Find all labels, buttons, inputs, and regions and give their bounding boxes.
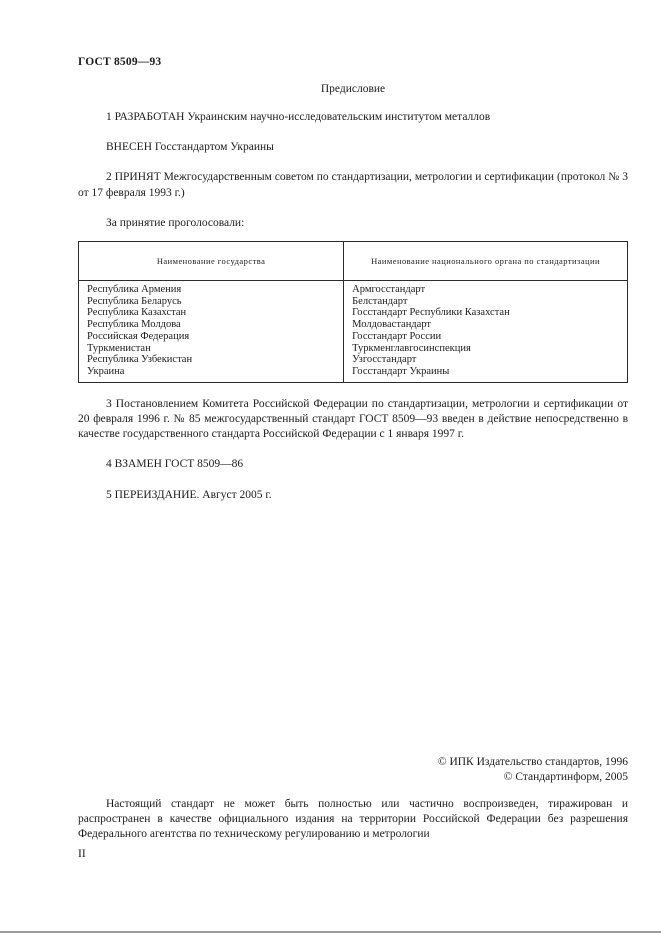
clause-3: 3 Постановлением Комитета Российской Федерации по стандартизации, метрологии и сертификации от 20 февраля 1996 г. № 85 межгосударственный стандарт ГОСТ 8509—93 введен в действие непосредственно в качестве государственного стандарта Российской Федерации с 1 января 1997 г. <box>78 397 628 441</box>
country-cell: Российская Федерация <box>79 331 344 343</box>
clause-2: 2 ПРИНЯТ Межгосударственным советом по стандартизации, метрологии и сертификации (протокол № 3 от 17 февраля 1993 г.) <box>78 171 628 199</box>
doc-number: ГОСТ 8509—93 <box>78 56 162 68</box>
country-cell: Украина <box>79 366 344 382</box>
table-row <box>79 319 628 331</box>
table-row <box>79 343 628 355</box>
table-row <box>79 354 628 366</box>
table-row <box>79 366 628 382</box>
copyright-line-1996: © ИПК Издательство стандартов, 1996 <box>437 755 628 768</box>
table-row <box>79 296 628 308</box>
votes-table <box>78 241 628 383</box>
country-cell: Республика Молдова <box>79 319 344 331</box>
org-cell: Армгосстандарт <box>352 283 426 295</box>
country-cell: Республика Армения <box>79 280 344 295</box>
table-row <box>79 280 628 295</box>
copyright-block <box>78 755 628 785</box>
clause-1: 1 РАЗРАБОТАН Украинским научно-исследовательским институтом металлов <box>106 111 491 123</box>
table-header-country: Наименование государства <box>79 241 344 280</box>
org-cell: Белстандарт <box>352 295 408 307</box>
page-edge-line <box>0 931 661 933</box>
clause-4: 4 ВЗАМЕН ГОСТ 8509—86 <box>106 458 244 471</box>
table-header-org: Наименование национального органа по стандартизации <box>344 241 628 280</box>
org-cell: Госстандарт России <box>352 330 442 342</box>
country-cell: Республика Узбекистан <box>79 354 344 366</box>
table-row <box>79 307 628 319</box>
org-cell: Узгосстандарт <box>352 354 417 366</box>
country-cell: Республика Беларусь <box>79 296 344 308</box>
clause-vnesen: ВНЕСЕН Госстандартом Украины <box>106 141 274 154</box>
org-cell: Госстандарт Украины <box>352 366 450 378</box>
copyright-line-2005: © Стандартинформ, 2005 <box>503 770 628 783</box>
clause-5: 5 ПЕРЕИЗДАНИЕ. Август 2005 г. <box>106 488 272 501</box>
table-row <box>79 331 628 343</box>
org-cell: Госстандарт Республики Казахстан <box>352 307 510 319</box>
vote-intro: За принятие проголосовали: <box>106 216 245 229</box>
table-header-row <box>79 241 628 280</box>
country-cell: Туркменистан <box>79 343 344 355</box>
org-cell: Туркменглавгосинспекция <box>352 342 471 354</box>
page-title: Предисловие <box>320 83 386 95</box>
reproduction-notice: Настоящий стандарт не может быть полностью или частично воспроизведен, тиражирован и распространен в качестве официального издания на территории Российской Федерации без разрешения Федерального агентства по техническому регулированию и метрологии <box>78 798 628 841</box>
org-cell: Молдовастандарт <box>352 319 432 331</box>
country-cell: Республика Казахстан <box>79 307 344 319</box>
page-number: II <box>78 847 86 860</box>
